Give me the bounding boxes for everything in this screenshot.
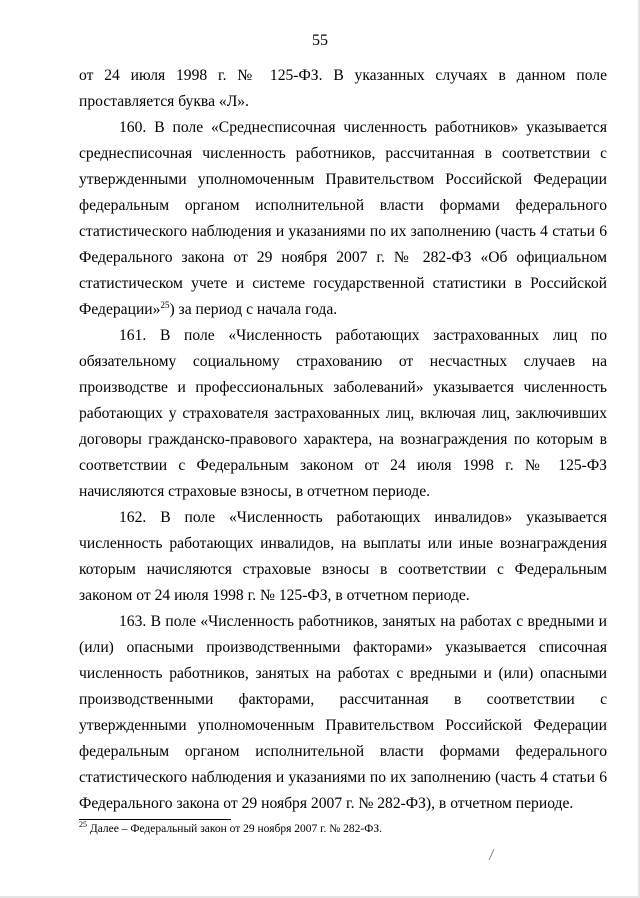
- paragraph-160: [79, 115, 607, 323]
- footnote-divider: [79, 819, 231, 820]
- paragraph-text: В поле «Среднесписочная численность работников» указывается среднесписочная численность работников, рассчитанная в соответствии с утвержденными уполномоченным Правительством Российской Федерации федеральным органом исполнительной власти формами федерального статистического наблюдения и указаниями по их заполнению (часть 4 статьи 6 Федерального закона от 29 ноября 2007 г. № 282-ФЗ «Об официальном статистическом учете и системе государственной статистики в Российской Федерации»: [79, 119, 607, 318]
- pen-mark-icon: [486, 848, 496, 862]
- footnote-text: Далее – Федеральный закон от 29 ноября 2007 г. № 282-ФЗ.: [89, 823, 382, 835]
- page-number: 55: [312, 32, 328, 49]
- paragraph-text: В поле «Численность работающих инвалидов» указывается численность работающих инвалидов, на выплаты или иные вознаграждения которым начисляются страховые взносы в соответствии с Федеральным законом от 24 июля 1998 г. № 125-ФЗ, в отчетном периоде.: [79, 509, 607, 604]
- paragraph-text: В поле «Численность работников, занятых на работах с вредными и (или) опасными производственными факторами» указывается списочная численность работников, занятых на работах с вредными и (или) опасными производственными факторами, рассчитанная в соответствии с утвержденными уполномоченным Правительством Российской Федерации федеральным органом исполнительной власти формами федерального статистического наблюдения и указаниями по их заполнению (часть 4 статьи 6 Федерального закона от 29 ноября 2007 г. № 282-ФЗ), в отчетном периоде.: [79, 613, 607, 812]
- paragraph-continuation: [79, 63, 607, 115]
- footnote-marker: 25: [79, 820, 87, 830]
- footnote: [79, 822, 599, 836]
- paragraph-161: [79, 323, 607, 505]
- paragraph-text: от 24 июля 1998 г. № 125-ФЗ. В указанных случаях в данном поле проставляется буква «Л».: [79, 67, 607, 110]
- paragraph-number: 161.: [119, 327, 147, 344]
- paragraph-text: В поле «Численность работающих застрахованных лиц по обязательному социальному страхованию от несчастных случаев на производстве и профессиональных заболеваний» указывается численность работающих у страхователя застрахованных лиц, включая лиц, заключивших договоры гражданско-правового характера, на вознаграждения по которым в соответствии с Федеральным законом от 24 июля 1998 г. № 125-ФЗ начисляются страховые взносы, в отчетном периоде.: [79, 327, 607, 500]
- paragraph-162: [79, 505, 607, 609]
- paragraph-163: [79, 609, 607, 817]
- paragraph-number: 162.: [119, 509, 147, 526]
- document-body: [79, 63, 607, 817]
- paragraph-number: 160.: [119, 119, 147, 136]
- paragraph-number: 163.: [119, 613, 147, 630]
- paragraph-text-after: ) за период с начала года.: [169, 301, 338, 318]
- footnote-reference: 25: [160, 299, 170, 310]
